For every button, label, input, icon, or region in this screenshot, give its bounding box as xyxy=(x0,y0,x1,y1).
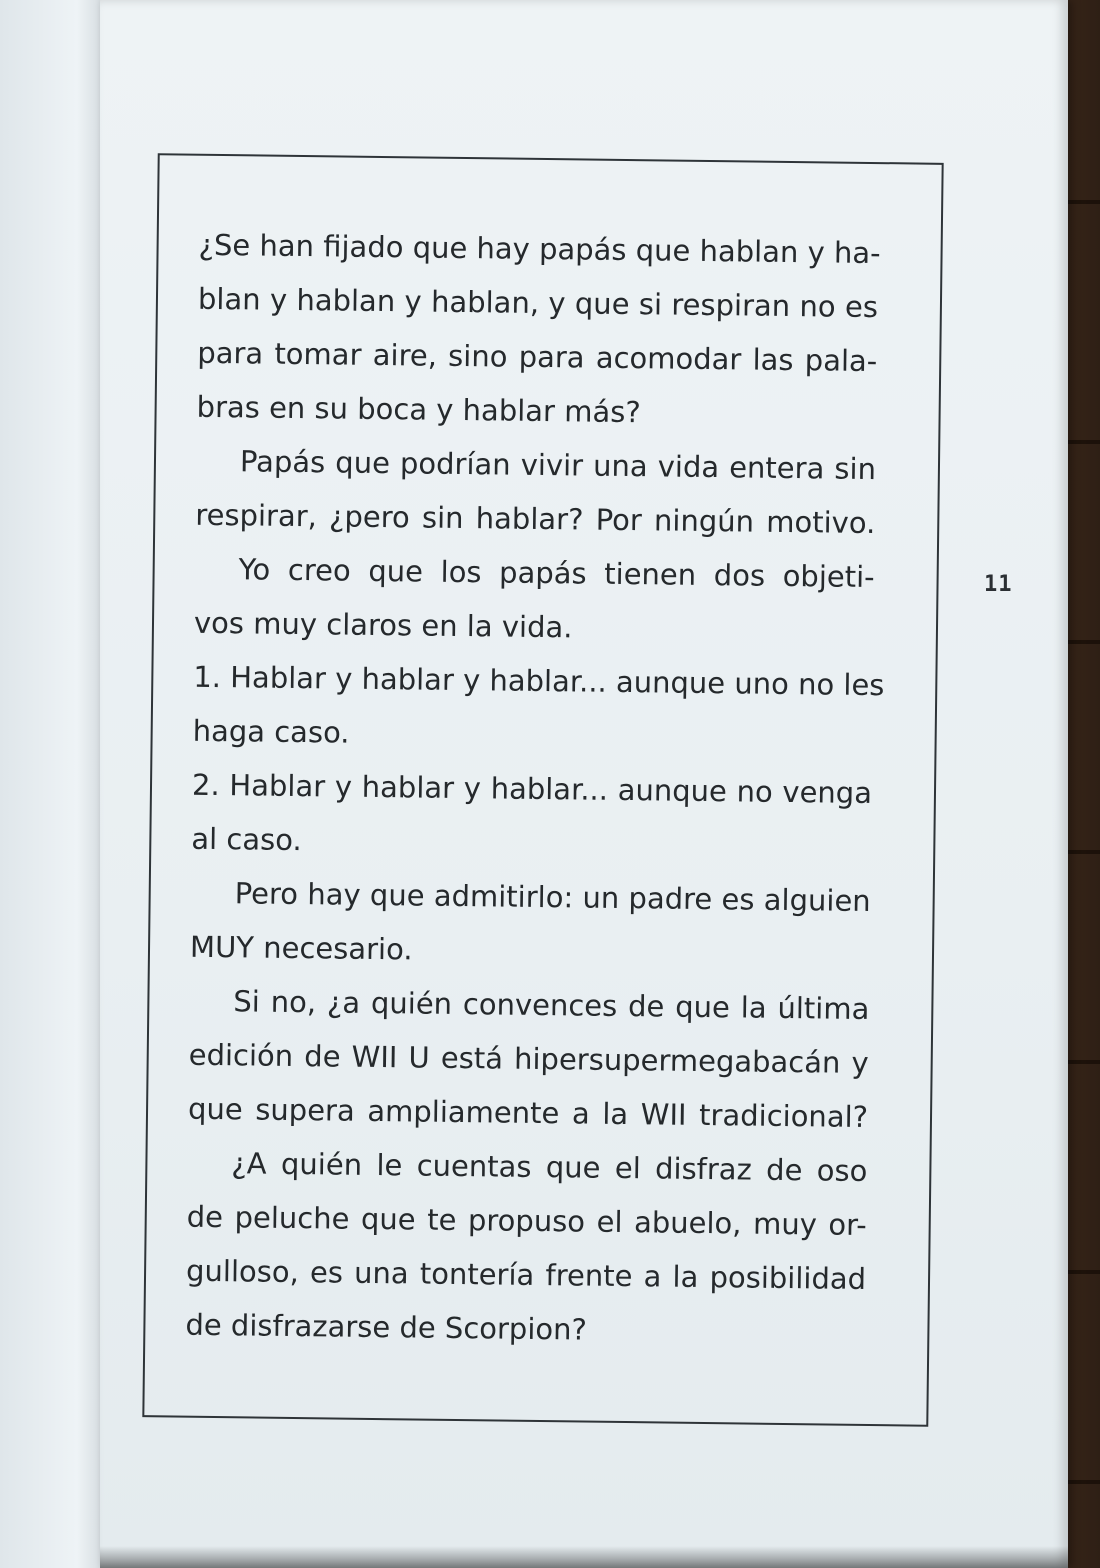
text-line: Papás que podrían vivir una vida entera sin xyxy=(239,444,877,487)
text-line: blan y hablan y hablan, y que si respiran no es xyxy=(197,281,879,325)
text-line: haga caso. xyxy=(192,713,350,750)
text-line: de disfrazarse de Scorpion? xyxy=(185,1307,588,1347)
text-line: MUY necesario. xyxy=(189,929,413,967)
text-line: que supera ampliamente a la WII tradicional? xyxy=(187,1091,869,1134)
text-line: de peluche que te propuso el abuelo, muy or- xyxy=(186,1199,867,1242)
page-shadow xyxy=(100,1546,1068,1568)
page-number: 11 xyxy=(984,572,1013,597)
text-line: 1. Hablar y hablar y hablar... aunque uno no les xyxy=(193,659,885,703)
text-line: vos muy claros en la vida. xyxy=(193,605,573,645)
left-page-edge xyxy=(0,0,110,1568)
book-page xyxy=(100,0,1068,1568)
text-line: edición de WII U está hipersupermegabacán y xyxy=(188,1037,869,1080)
text-line: ¿A quién le cuentas que el disfraz de oso xyxy=(231,1146,868,1188)
page-text xyxy=(185,218,885,1360)
text-line: 2. Hablar y hablar y hablar... aunque no venga xyxy=(191,767,873,811)
text-line: ¿Se han fijado que hay papás que hablan y ha- xyxy=(198,227,881,271)
text-line: bras en su boca y hablar más? xyxy=(196,389,641,430)
text-line: gulloso, es una tontería frente a la posibilidad xyxy=(185,1253,867,1296)
text-line: respirar, ¿pero sin hablar? Por ningún motivo. xyxy=(195,497,876,541)
text-line: Yo creo que los papás tienen dos objeti- xyxy=(238,552,875,595)
text-line: Si no, ¿a quién convences de que la última xyxy=(233,984,870,1027)
text-line: para tomar aire, sino para acomodar las pala- xyxy=(197,335,878,379)
text-frame xyxy=(142,153,943,1427)
text-line: al caso. xyxy=(191,821,302,858)
text-line: Pero hay que admitirlo: un padre es alguien xyxy=(234,876,871,919)
